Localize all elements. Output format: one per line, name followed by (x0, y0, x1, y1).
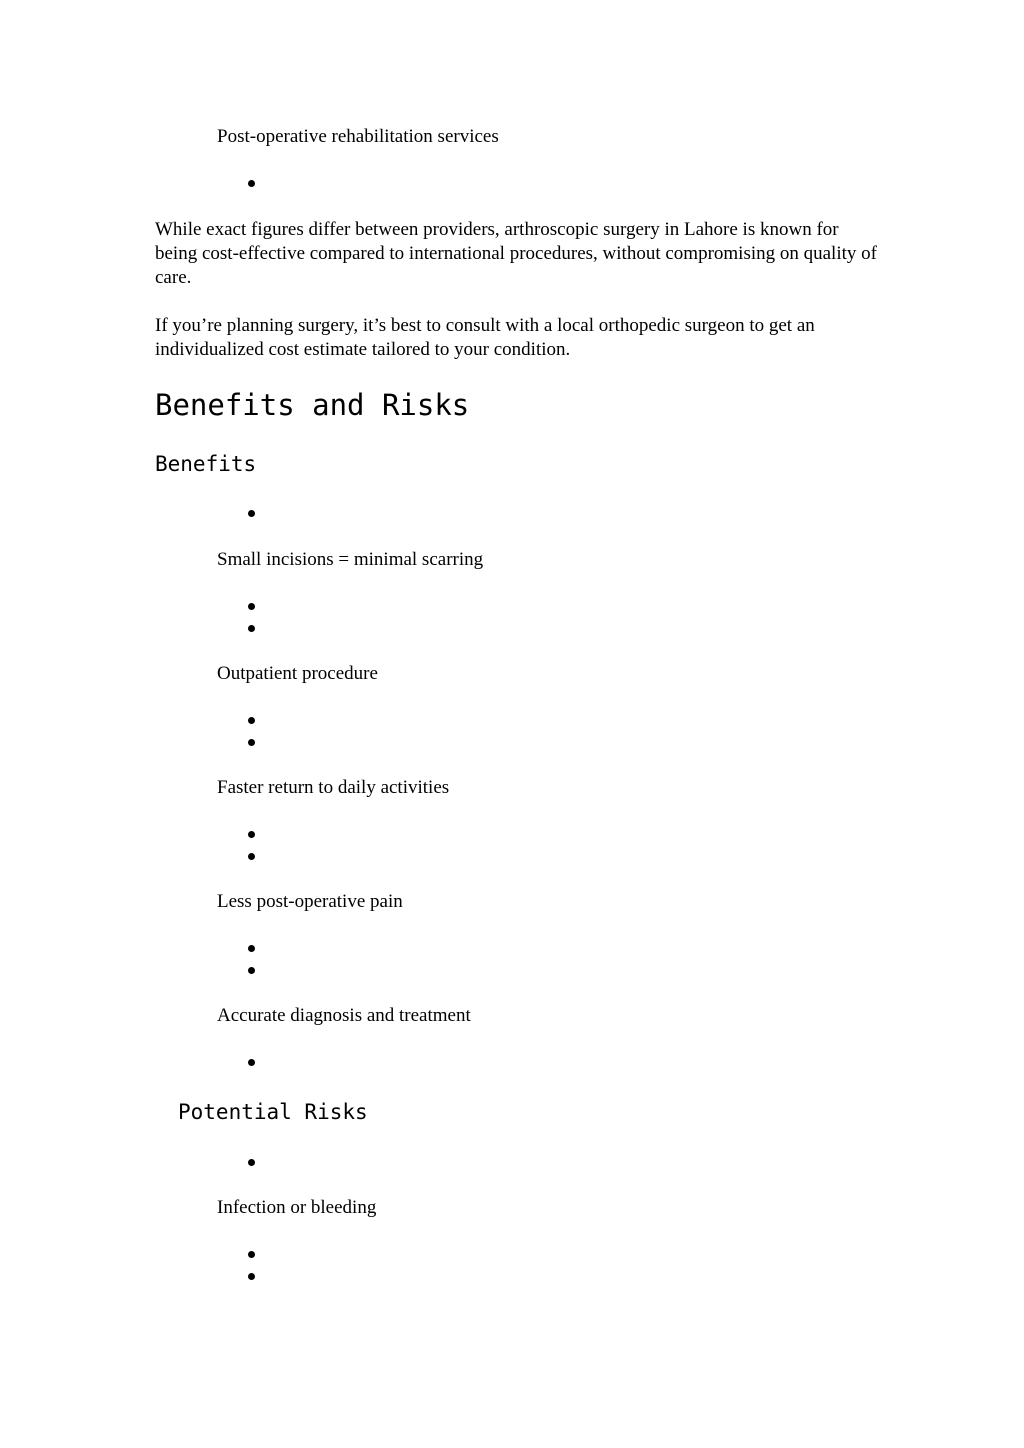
bullet-icon (248, 831, 255, 838)
benefit-item: Accurate diagnosis and treatment (217, 1005, 471, 1026)
risks-heading: Potential Risks (178, 1100, 368, 1124)
section-title: Benefits and Risks (155, 388, 470, 422)
benefit-item: Less post-operative pain (217, 891, 403, 912)
bullet-icon (248, 1273, 255, 1280)
bullet-icon (248, 510, 255, 517)
benefit-item: Small incisions = minimal scarring (217, 549, 484, 570)
bullet-icon (248, 1251, 255, 1258)
bullet-icon (248, 967, 255, 974)
bullet-icon (248, 853, 255, 860)
paragraph-consult-advice: If you’re planning surgery, it’s best to consult with a local orthopedic surgeon to get an individualized cost estimate tailored to your condition. (155, 315, 815, 360)
bullet-icon (248, 1059, 255, 1066)
list-item-text: Post-operative rehabilitation services (217, 126, 499, 147)
paragraph-cost-comparison: While exact figures differ between providers, arthroscopic surgery in Lahore is known for being cost-effective compared to international procedures, without compromising on quality of care. (155, 219, 877, 288)
benefit-item: Outpatient procedure (217, 663, 378, 684)
bullet-icon (248, 739, 255, 746)
bullet-icon (248, 180, 255, 187)
benefit-item: Faster return to daily activities (217, 777, 450, 798)
bullet-icon (248, 1159, 255, 1166)
risk-item: Infection or bleeding (217, 1197, 377, 1218)
bullet-icon (248, 717, 255, 724)
bullet-icon (248, 625, 255, 632)
bullet-icon (248, 945, 255, 952)
benefits-heading: Benefits (155, 452, 257, 476)
bullet-icon (248, 603, 255, 610)
